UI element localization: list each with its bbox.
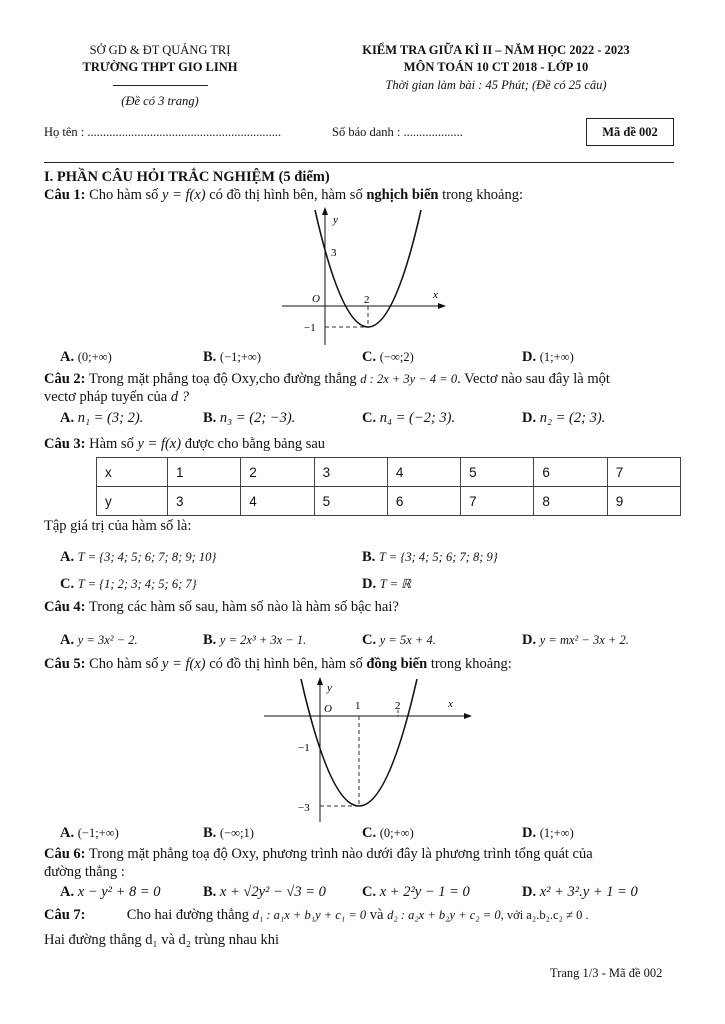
page-footer: Trang 1/3 - Mã đề 002: [550, 966, 663, 980]
question-7-cont: Hai đường thẳng d₁ và d₂ trùng nhau khi: [44, 932, 280, 948]
table-row: x 1 2 3 4 5 6 7: [97, 458, 681, 487]
question-label: Câu 2:: [44, 371, 86, 387]
tick-label: −3: [298, 802, 310, 814]
question-text: Cho hai đường thẳng: [126, 907, 250, 923]
question-text: Hàm số: [89, 436, 134, 452]
axis-label-x: x: [433, 289, 438, 301]
answer-2b[interactable]: B. n₃ = (2; −3).: [203, 410, 296, 426]
answer-6b[interactable]: B. x + √2y² − √3 = 0: [203, 884, 326, 900]
question-text: . Vectơ nào sau đây là một: [457, 371, 610, 387]
answer-6c[interactable]: C. x + 2²y − 1 = 0: [362, 884, 470, 900]
question-label: Câu 1:: [44, 187, 86, 203]
question-2-cont: [44, 389, 189, 406]
question-text: có đồ thị hình bên, hàm số: [209, 187, 363, 203]
student-id-field: Số báo danh : ...................: [332, 125, 463, 139]
section-title: I. PHẦN CÂU HỎI TRẮC NGHIỆM (5 điểm): [44, 169, 330, 185]
exam-code-box: Mã đề 002: [586, 118, 674, 146]
answer-5b[interactable]: B. (−∞;1): [203, 825, 254, 841]
formula: y = f(x): [162, 187, 206, 203]
question-label: Câu 7:: [44, 907, 86, 923]
tick-label: 3: [331, 247, 337, 259]
answer-4b[interactable]: B. y = 2x³ + 3x − 1.: [203, 632, 307, 648]
answer-6d[interactable]: D. x² + 3².y + 1 = 0: [522, 884, 638, 900]
question-4: [44, 599, 399, 616]
formula: y = f(x): [162, 656, 206, 672]
tick-label: −1: [304, 322, 316, 334]
question-3: [44, 436, 325, 453]
question-1: [44, 187, 523, 204]
answer-2c[interactable]: C. n₄ = (−2; 3).: [362, 410, 456, 426]
formula: d ?: [170, 389, 189, 405]
question-6-cont: đường thẳng :: [44, 864, 125, 880]
question-label: Câu 4:: [44, 599, 86, 615]
graph-q5: [262, 674, 477, 824]
page-rule: [44, 162, 674, 163]
table-row: y 3 4 5 6 7 8 9: [97, 487, 681, 516]
question-text: Cho hàm số: [89, 656, 159, 672]
answer-4d[interactable]: D. y = mx² − 3x + 2.: [522, 632, 629, 648]
tick-label: −1: [298, 742, 310, 754]
exam-time: Thời gian làm bài : 45 Phút; (Đề có 25 câu): [385, 78, 607, 92]
axis-label-y: y: [333, 214, 338, 226]
exam-subject: MÔN TOÁN 10 CT 2018 - LỚP 10: [403, 60, 589, 74]
emphasis: đồng biến: [366, 656, 428, 672]
question-text: được cho bằng bảng sau: [184, 436, 326, 452]
emphasis: nghịch biến: [366, 187, 439, 203]
answer-3a[interactable]: A. T = {3; 4; 5; 6; 7; 8; 9; 10}: [60, 549, 217, 565]
question-label: Câu 6:: [44, 846, 86, 862]
tick-label: 2: [364, 294, 370, 306]
formula: , với a₂.b₂.c₂ ≠ 0 .: [500, 908, 589, 922]
dept-name: SỞ GD & ĐT QUẢNG TRỊ: [89, 43, 231, 57]
answer-5c[interactable]: C. (0;+∞): [362, 825, 414, 841]
student-name-field: Họ tên : ..............................................................: [44, 125, 282, 139]
values-table: [96, 457, 681, 516]
tick-label: 2: [395, 700, 401, 712]
origin-label: O: [312, 293, 320, 305]
pages-note: (Đề có 3 trang): [121, 94, 199, 108]
answer-1a[interactable]: A. (0;+∞): [60, 349, 112, 365]
axis-label-x: x: [448, 698, 453, 710]
header-divider: [113, 85, 208, 86]
tick-label: 1: [355, 700, 361, 712]
question-text: Cho hàm số: [89, 187, 159, 203]
question-text: và: [369, 907, 384, 923]
answer-2d[interactable]: D. n₂ = (2; 3).: [522, 410, 606, 426]
question-2: [44, 371, 610, 388]
answer-6a[interactable]: A. x − y² + 8 = 0: [60, 884, 161, 900]
question-text: Trong mặt phẳng toạ độ Oxy,cho đường thẳng: [88, 371, 357, 387]
question-text: Trong các hàm số sau, hàm số nào là hàm số bậc hai?: [88, 599, 399, 615]
answer-5a[interactable]: A. (−1;+∞): [60, 825, 119, 841]
graph-q1: [270, 205, 450, 350]
formula: y = f(x): [137, 436, 182, 452]
question-3-prompt: Tập giá trị của hàm số là:: [44, 518, 192, 534]
formula: d₁ : a₁x + b₁y + c₁ = 0: [252, 908, 367, 922]
question-text: trong khoảng:: [430, 656, 512, 672]
question-text: có đồ thị hình bên, hàm số: [209, 656, 363, 672]
question-7: [44, 907, 589, 924]
answer-3d[interactable]: D. T = ℝ: [362, 576, 412, 592]
answer-4c[interactable]: C. y = 5x + 4.: [362, 632, 436, 648]
answer-3b[interactable]: B. T = {3; 4; 5; 6; 7; 8; 9}: [362, 549, 498, 565]
question-6: [44, 846, 593, 863]
formula: d₂ : a₂x + b₂y + c₂ = 0: [387, 908, 501, 922]
question-label: Câu 5:: [44, 656, 86, 672]
exam-title: KIỂM TRA GIỮA KÌ II – NĂM HỌC 2022 - 2023: [362, 43, 630, 57]
origin-label: O: [324, 703, 332, 715]
answer-2a[interactable]: A. n₁ = (3; 2).: [60, 410, 144, 426]
answer-1c[interactable]: C. (−∞;2): [362, 349, 414, 365]
answer-1b[interactable]: B. (−1;+∞): [203, 349, 261, 365]
question-5: [44, 656, 512, 673]
formula: d : 2x + 3y − 4 = 0: [360, 372, 458, 386]
question-text: trong khoảng:: [442, 187, 524, 203]
question-label: Câu 3:: [44, 436, 86, 452]
answer-4a[interactable]: A. y = 3x² − 2.: [60, 632, 138, 648]
answer-1d[interactable]: D. (1;+∞): [522, 349, 574, 365]
axis-label-y: y: [327, 682, 332, 694]
question-text: vectơ pháp tuyến của: [44, 389, 168, 405]
answer-3c[interactable]: C. T = {1; 2; 3; 4; 5; 6; 7}: [60, 576, 197, 592]
question-text: Trong mặt phẳng toạ độ Oxy, phương trình nào dưới đây là phương trình tổng quát của: [88, 846, 593, 862]
answer-5d[interactable]: D. (1;+∞): [522, 825, 574, 841]
school-name: TRƯỜNG THPT GIO LINH: [82, 60, 238, 74]
